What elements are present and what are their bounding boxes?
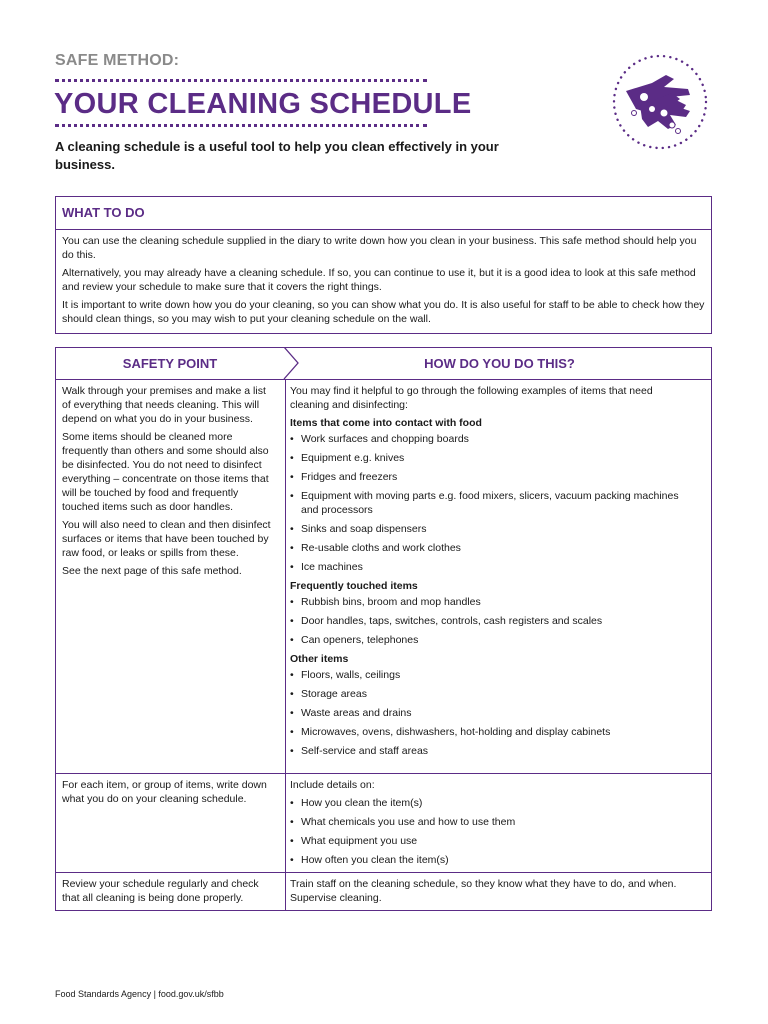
kicker: SAFE METHOD: xyxy=(55,52,180,69)
list-item: • Self-service and staff areas xyxy=(290,744,690,758)
row2-how xyxy=(290,778,690,872)
row1-safety-point xyxy=(62,384,276,582)
row1-how xyxy=(290,384,690,763)
list-item: • How often you clean the item(s) xyxy=(290,853,690,867)
list-item: • Re-usable cloths and work clothes xyxy=(290,541,690,555)
footer: Food Standards Agency | food.gov.uk/sfbb xyxy=(55,989,224,999)
title-bottom-rule xyxy=(55,124,427,127)
safety-text: You will also need to clean and then disinfect surfaces or items that have been touched by raw food, or leaks or spills from these. xyxy=(62,519,271,559)
what-to-do-paragraph: You can use the cleaning schedule supplied in the diary to write down how you clean in your business. This safe method should help you do this. xyxy=(62,235,697,261)
list-item: • What equipment you use xyxy=(290,834,690,848)
header-divider xyxy=(56,379,711,380)
safety-text: See the next page of this safe method. xyxy=(62,565,242,577)
safety-text: Some items should be cleaned more frequently than others and some should also be disinfected. You do not need to disinfect everything – concentrate on those items that will be touched by food and frequently touched items such as door handles. xyxy=(62,431,269,513)
list-item: • Door handles, taps, switches, controls, cash registers and scales xyxy=(290,614,690,628)
list-item: • Equipment e.g. knives xyxy=(290,451,690,465)
column-header-safety-point: SAFETY POINT xyxy=(122,356,218,371)
what-to-do-heading: WHAT TO DO xyxy=(56,197,711,230)
group-heading: Other items xyxy=(290,653,349,665)
group-list xyxy=(290,432,690,574)
what-to-do-paragraph: It is important to write down how you do your cleaning, so you can show what you do. It is also useful for staff to be able to check how they should clean things, so you may wish to put your cleaning schedule on the wall. xyxy=(62,299,705,325)
column-divider xyxy=(285,379,286,910)
list-item: • Ice machines xyxy=(290,560,690,574)
row3-safety-point: Review your schedule regularly and check that all cleaning is being done properly. xyxy=(62,878,259,904)
how-intro: You may find it helpful to go through the following examples of items that need cleaning and disinfecting: xyxy=(290,385,653,411)
list-item: • Work surfaces and chopping boards xyxy=(290,432,690,446)
group-list xyxy=(290,668,690,758)
row-divider xyxy=(56,872,711,873)
group-heading: Frequently touched items xyxy=(290,580,418,592)
list-item: • What chemicals you use and how to use them xyxy=(290,815,690,829)
how-intro: Include details on: xyxy=(290,779,375,791)
column-header-how: HOW DO YOU DO THIS? xyxy=(424,356,575,371)
what-to-do-body xyxy=(56,230,711,326)
list-item: • Sinks and soap dispensers xyxy=(290,522,690,536)
list-item: • How you clean the item(s) xyxy=(290,796,690,810)
list-item: • Rubbish bins, broom and mop handles xyxy=(290,595,690,609)
list-item: • Storage areas xyxy=(290,687,690,701)
safety-text: Walk through your premises and make a list of everything that needs cleaning. This will depend on what you do in your business. xyxy=(62,385,266,425)
list-item: • Fridges and freezers xyxy=(290,470,690,484)
title-top-rule xyxy=(55,79,427,82)
page-title: YOUR CLEANING SCHEDULE xyxy=(54,88,472,120)
list-item: • Microwaves, ovens, dishwashers, hot-holding and display cabinets xyxy=(290,725,690,739)
cleaning-hands-icon xyxy=(606,53,714,151)
list-item: • Equipment with moving parts e.g. food mixers, slicers, vacuum packing machines and processors xyxy=(290,489,690,517)
details-list xyxy=(290,796,690,867)
list-item: • Can openers, telephones xyxy=(290,633,690,647)
group-list xyxy=(290,595,690,647)
row2-safety-point: For each item, or group of items, write down what you do on your cleaning schedule. xyxy=(62,779,267,805)
list-item: • Floors, walls, ceilings xyxy=(290,668,690,682)
row3-how: Train staff on the cleaning schedule, so they know what they have to do, and when. Supervise cleaning. xyxy=(290,878,677,904)
safety-table xyxy=(55,347,712,911)
what-to-do-box xyxy=(55,196,712,334)
row-divider xyxy=(56,773,711,774)
intro-text: A cleaning schedule is a useful tool to help you clean effectively in your business. xyxy=(55,139,499,172)
group-heading: Items that come into contact with food xyxy=(290,417,482,429)
what-to-do-paragraph: Alternatively, you may already have a cleaning schedule. If so, you can continue to use it, but it is a good idea to look at this safe method and review your schedule to make sure that it covers the right things. xyxy=(62,267,696,293)
list-item: • Waste areas and drains xyxy=(290,706,690,720)
